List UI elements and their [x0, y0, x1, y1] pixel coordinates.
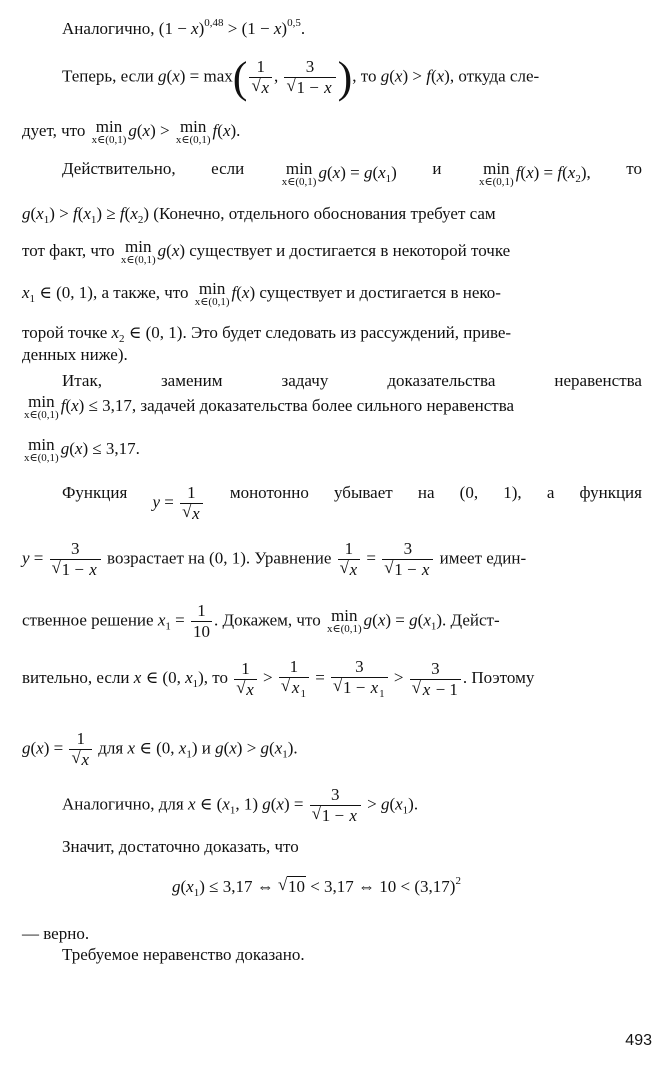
- text-line-4: Действительно, если min x∈(0,1) $g(x) = g(x_1)$ и min x∈(0,1) $f(x) = f(x_2)$, то: [62, 159, 642, 188]
- text-line-11: min x∈(0,1) f(x) ≤ 3,17, задачей доказательства более сильного неравенства: [24, 392, 515, 421]
- text-line-8: торой точке $x_2$ ∈ (0, 1). Это будет следовать из рассуждений, приве-: [22, 323, 512, 345]
- text-line-21: — верно.: [22, 924, 90, 943]
- text-line-14: y = 3 √ 1 − x возрастает на (0, 1). Уравнение 1 √ x = 3 √ 1 − x имеет един-: [22, 540, 526, 579]
- text-line-3: дует, что min x∈(0,1) g(x) > min x∈(0,1) f(x).: [22, 117, 241, 146]
- text-line-22: Требуемое неравенство доказано.: [62, 945, 305, 964]
- text-line-16: вительно, если x ∈ (0, $x_1$), то 1 √ x > 1 √ $x_1$ = 3 √ $1 - x_1$ > 3 √ x − 1 . Поэтому: [22, 658, 534, 700]
- text-line-19: Значит, достаточно доказать, что: [62, 837, 299, 856]
- text-line-9: денных ниже).: [22, 345, 128, 364]
- text-line-5: $g(x_1) > f(x_1) \ge f(x_2)$ (Конечно, отдельного обоснования требует сам: [22, 204, 496, 226]
- text-line-12: min x∈(0,1) g(x) ≤ 3,17.: [24, 435, 140, 464]
- text-line-18: Аналогично, для x ∈ ($x_1$, 1) g(x) = 3 √ 1 − x > $g(x_1)$.: [62, 786, 418, 825]
- text-line-7: $x_1$ ∈ (0, 1), а также, что min x∈(0,1) f(x) существует и достигается в неко-: [22, 279, 501, 308]
- text-line-2: Теперь, если g(x) = max( 1 √ x , 3 √ 1 − x ), то g(x) > f(x), откуда сле-: [62, 58, 539, 97]
- text-line-17: g(x) = 1 √ x для x ∈ (0, $x_1$) и $g(x) > g(x_1)$.: [22, 730, 298, 769]
- text-line-20: $g(x_1) \le 3,17$ ⇔ √ 10 < 3,17 ⇔ $10 < (3,17)^2$: [172, 876, 461, 899]
- text-line-13: Функция y = 1 √ x монотонно убывает на (0, 1), а функция: [62, 484, 642, 523]
- text-line-15: ственное решение $x_1$ = $\frac{1}{10}$ . Докажем, что min x∈(0,1) $g(x) = g(x_1)$. Дейст-: [22, 601, 500, 641]
- text-line-6: тот факт, что min x∈(0,1) g(x) существует и достигается в некоторой точке: [22, 237, 511, 266]
- page-number: 493: [625, 1032, 652, 1049]
- text-line-1: Аналогично, $(1 - x)^{0,48} > (1 - x)^{0,5}$.: [62, 17, 306, 38]
- text-line-10: Итак, заменим задачу доказательства неравенства: [62, 371, 642, 390]
